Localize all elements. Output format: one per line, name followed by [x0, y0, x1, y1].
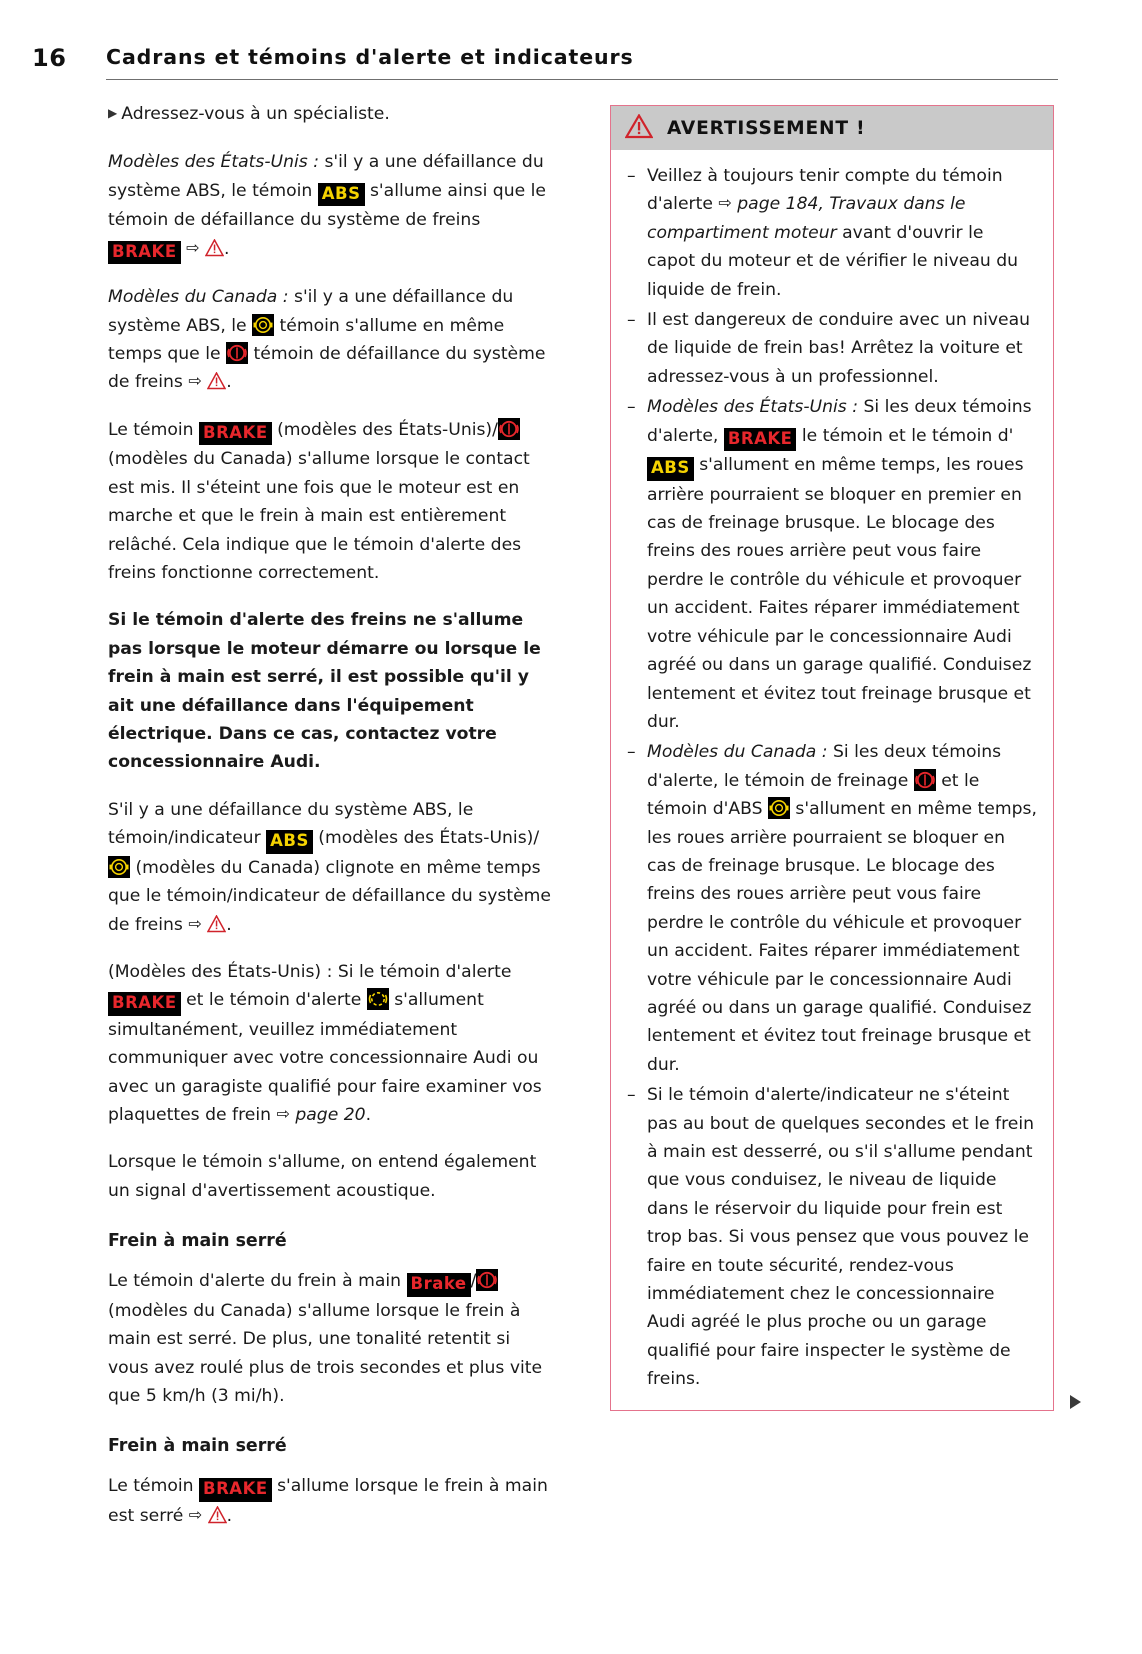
warning-triangle-icon-4	[208, 1505, 227, 1523]
brake-circle-icon-3	[476, 1269, 498, 1291]
canada-models-text-b: témoin s'allume en même temps que le	[108, 315, 505, 365]
page-side-marker-icon	[1070, 1395, 1081, 1409]
warning-box-header	[611, 106, 1053, 150]
warning-triangle-header-icon	[625, 114, 653, 143]
paragraph-us-brake-pads: (Modèles des États-Unis) : Si le témoin d'alerte BRAKE et le témoin d'alerte s'allument simultanément, veuillez immédiatement communiquer avec votre concessionnaire Audi ou avec un garagiste qualifié pour faire examiner vos plaquettes de frein ⇨ page 20.	[108, 958, 556, 1130]
item-dash: –	[627, 742, 636, 763]
brake-text-icon-2: BRAKE	[199, 422, 272, 446]
p3-text-a: Le témoin	[108, 419, 200, 440]
warning-box-body	[611, 150, 1053, 1410]
warning-item-4	[627, 738, 1037, 1079]
paragraph-electrical-fault-warning: Si le témoin d'alerte des freins ne s'allume pas lorsque le moteur démarre ou lorsque le frein à main est serré, il est possible qu'il y ait une défaillance dans l'équipement électrique. Dans ce cas, contactez votre concessionnaire Audi.	[108, 610, 541, 773]
paragraph-canada-models: Modèles du Canada : s'il y a une défaillance du système ABS, le témoin s'allume en même temps que le témoin de défaillance du système de freins ⇨ .	[108, 283, 556, 397]
canada-models-label: Modèles du Canada :	[108, 287, 289, 308]
abs-circle-icon-2	[108, 856, 130, 878]
warning-3-text-a: Si les deux témoins d'alerte,	[647, 397, 1032, 446]
warning-item-2	[627, 306, 1037, 391]
warning-item-5	[627, 1081, 1037, 1393]
page-header	[32, 44, 1058, 84]
warning-4-label: Modèles du Canada :	[647, 742, 828, 763]
abs-text-icon: ABS	[318, 183, 365, 207]
warning-item-3	[627, 393, 1037, 736]
item-dash: –	[627, 1085, 636, 1106]
warning-triangle-icon-3	[207, 914, 226, 932]
canada-models-text-c: témoin de défaillance du système de freins	[108, 344, 546, 393]
reference-arrow-icon: ⇨	[186, 237, 200, 257]
reference-arrow-icon-w1: ⇨	[718, 193, 732, 213]
warning-4-text-a: Si les deux témoins d'alerte, le témoin de freinage	[647, 742, 1002, 791]
page-number: 16	[32, 44, 67, 72]
reference-arrow-icon-5: ⇨	[188, 1504, 203, 1524]
canada-models-text-a: s'il y a une défaillance du système ABS, le	[108, 287, 514, 336]
abs-circle-icon-w4	[768, 797, 790, 819]
us-models-label: Modèles des États-Unis :	[108, 152, 319, 173]
p8-text-a: Le témoin d'alerte du frein à main	[108, 1271, 407, 1292]
warning-4-text-b: et le témoin d'ABS	[647, 770, 980, 820]
p3-text-c: (modèles du Canada) s'allume lorsque le contact est mis. Il s'éteint une fois que le moteur est en marche et que le frein à main est entièrement relâché. Cela indique que le témoin d'alerte des freins fonctionne correctement.	[108, 449, 530, 583]
brake-mixed-text-icon: Brake	[407, 1273, 471, 1297]
warning-1-text-a: Veillez à toujours tenir compte du témoin d'alerte	[647, 166, 1003, 215]
bullet-arrow-icon: ▶	[108, 106, 118, 120]
reference-arrow-icon-3: ⇨	[188, 913, 202, 933]
brake-circle-icon-w4	[914, 769, 936, 791]
p5-text-c: (modèles du Canada) clignote en même temps que le témoin/indicateur de défaillance du système de freins	[108, 857, 551, 935]
bullet-paragraph	[108, 100, 556, 129]
item-dash: –	[627, 310, 636, 331]
p5-text-a: S'il y a une défaillance du système ABS, le témoin/indicateur	[108, 799, 474, 849]
warning-3-text-b: le témoin et le témoin d'	[796, 425, 1014, 446]
warning-box-title: AVERTISSEMENT !	[667, 117, 866, 139]
page-reference-184[interactable]: page 184, Travaux dans le compartiment moteur	[647, 194, 966, 243]
abs-text-icon-2: ABS	[266, 830, 313, 854]
warning-2-text: Il est dangereux de conduire avec un niveau de liquide de frein bas! Arrêtez la voiture et adressez-vous à un professionnel.	[647, 310, 1031, 387]
p6-text-c: s'allument simultanément, veuillez immédiatement communiquer avec votre concessionnaire Audi ou avec un garagiste qualifié pour faire examiner vos plaquettes de frein	[108, 990, 542, 1126]
us-models-text-a: s'il y a une défaillance du système ABS, le témoin	[108, 152, 544, 201]
chapter-title: Cadrans et témoins d'alerte et indicateurs	[106, 45, 634, 69]
item-dash: –	[627, 397, 636, 418]
heading-parking-brake-2: Frein à main serré	[108, 1436, 287, 1457]
warning-3-text-c: s'allument en même temps, les roues arrière pourraient se bloquer en premier en cas de freinage brusque. Le blocage des freins des roues arrière peut vous faire perdre le contrôle du véhicule et provoquer un accident. Faites réparer immédiatement votre véhicule par le concessionnaire Audi agréé ou dans un garage qualifié. Conduisez lentement et évitez tout freinage brusque et dur.	[647, 455, 1032, 732]
warning-3-label: Modèles des États-Unis :	[647, 397, 858, 418]
paragraph-us-models: Modèles des États-Unis : s'il y a une défaillance du système ABS, le témoin ABS s'allume ainsi que le témoin de défaillance du système de freins BRAKE ⇨ .	[108, 148, 556, 264]
header-divider	[106, 79, 1058, 80]
p9-text-b: s'allume lorsque le frein à main est serré	[108, 1476, 548, 1526]
page-reference-20[interactable]: page 20	[295, 1105, 366, 1126]
p6-text-a: (Modèles des États-Unis) : Si le témoin d'alerte	[108, 961, 512, 982]
warning-item-1	[627, 162, 1037, 304]
brake-text-icon-4: BRAKE	[199, 1478, 272, 1502]
bullet-text: Adressez-vous à un spécialiste.	[121, 104, 390, 124]
heading-parking-brake-1: Frein à main serré	[108, 1231, 287, 1252]
paragraph-parking-brake-light: Le témoin BRAKE s'allume lorsque le frein à main est serré ⇨ .	[108, 1472, 556, 1530]
paragraph-parking-brake-tone	[108, 1267, 556, 1410]
brake-circle-icon	[226, 342, 248, 364]
paragraph-acoustic-warning: Lorsque le témoin s'allume, on entend également un signal d'avertissement acoustique.	[108, 1152, 537, 1201]
brake-circle-icon-2	[498, 418, 520, 440]
reference-arrow-icon-2: ⇨	[188, 371, 202, 391]
reference-arrow-icon-4: ⇨	[276, 1104, 290, 1124]
p3-text-b: (modèles des États-Unis)/	[271, 419, 498, 440]
brake-pad-wear-icon	[367, 988, 389, 1010]
p9-text-a: Le témoin	[108, 1476, 200, 1497]
warning-1-text-b: avant d'ouvrir le capot du moteur et de vérifier le niveau du liquide de frein.	[647, 222, 1019, 300]
brake-text-icon: BRAKE	[108, 241, 181, 265]
warning-triangle-icon	[205, 238, 224, 256]
warning-4-text-c: s'allument en même temps, les roues arrière pourraient se bloquer en cas de freinage brusque. Le blocage des freins des roues arrière peut vous faire perdre le contrôle du véhicule et provoquer un accident. Faites réparer immédiatement votre véhicule par le concessionnaire Audi agréé ou dans un garage qualifié. Conduisez lentement et évitez tout freinage brusque et dur.	[647, 799, 1037, 1075]
p6-text-b: et le témoin d'alerte	[180, 990, 367, 1011]
warning-5-text: Si le témoin d'alerte/indicateur ne s'éteint pas au bout de quelques secondes et le frein à main est desserré, ou s'il s'allume pendant que vous conduisez, le niveau de liquide dans le réservoir du liquide pour frein est trop bas. Si vous pensez que vous pouvez le faire en toute sécurité, rendez-vous immédiatement chez le concessionnaire Audi agréé le plus proche ou un garage qualifié pour faire inspecter le système de freins.	[647, 1085, 1035, 1390]
brake-text-icon-w3: BRAKE	[724, 428, 797, 452]
warning-box	[610, 105, 1054, 1411]
warning-triangle-icon-2	[207, 371, 226, 389]
left-column	[108, 100, 556, 1549]
paragraph-brake-light-ignition	[108, 416, 556, 588]
p5-text-b: (modèles des États-Unis)/	[312, 828, 540, 849]
p8-text-b: (modèles du Canada) s'allume lorsque le frein à main est serré. De plus, une tonalité retentit si vous avez roulé plus de trois secondes et plus vite que 5 km/h (3 mi/h).	[108, 1300, 543, 1406]
us-models-text-b: s'allume ainsi que le témoin de défaillance du système de freins	[108, 180, 546, 231]
abs-text-icon-w3: ABS	[647, 457, 694, 481]
brake-text-icon-3: BRAKE	[108, 992, 181, 1016]
abs-circle-icon	[252, 314, 274, 336]
p8-slash: /	[470, 1271, 477, 1292]
paragraph-abs-fault-blink: S'il y a une défaillance du système ABS, le témoin/indicateur ABS (modèles des États-Unis)/ (modèles du Canada) clignote en même temps que le témoin/indicateur de défaillance du système de freins ⇨ .	[108, 796, 556, 939]
item-dash: –	[627, 166, 636, 186]
